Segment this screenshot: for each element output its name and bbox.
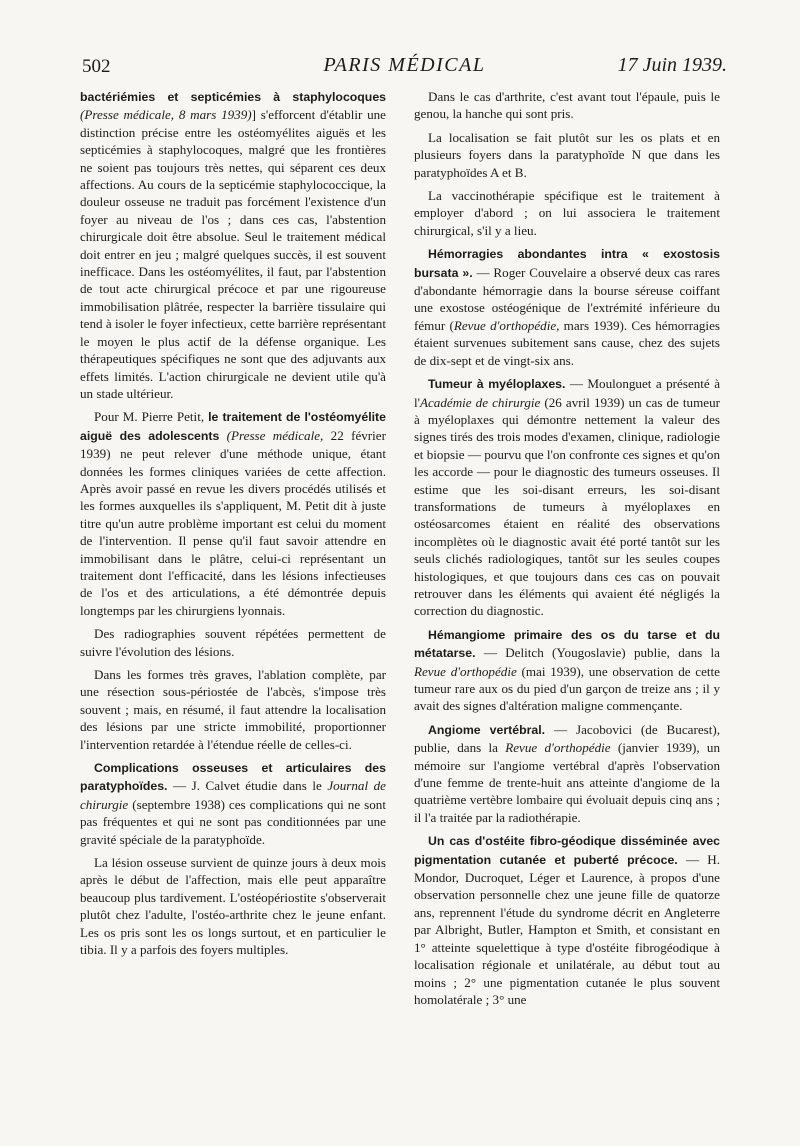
source-citation: (Presse médicale, bbox=[219, 427, 324, 443]
paragraph-text: ] s'efforcent d'établir une distinction précise entre les ostéomyélites aiguës et les septicémies à staphylocoques, malgré que les frontières ne soient pas toujours très nettes, qui séparent ces deux affections. Au cours de la septicémie staphylococcique, la douleur osseuse ne traduit pas forcément l'existence d'un foyer au niveau de l'os ; dans ces cas, l'abstention chirurgicale doit être absolue. Seul le traitement médical doit entrer en jeu ; malgré quelques succès, il est souvent inefficace. Dans les ostéomyélites, il faut, par l'abstention de tout acte chirurgical précoce et par une rigoureuse immobilisation plâtrée, respecter la barrière tissulaire qui tend à isoler le foyer infectieux, cette barrière représentant le moyen le plus actif de la défense organique. Les thérapeutiques spécifiques ne sont que des adjuvants aux effets limités. L'action chirurgicale ne devient utile qu'à un stade ultérieur. bbox=[80, 107, 386, 401]
topic-heading: Complications osseuses et articulaires des paratyphoïdes. bbox=[80, 761, 386, 794]
topic-heading: bactériémies et septicémies à staphylocoques bbox=[80, 90, 386, 104]
topic-heading: Tumeur à myéloplaxes. bbox=[428, 377, 566, 392]
topic-heading: Un cas d'ostéite fibro-géodique disséminée avec pigmentation cutanée et puberté précoce. bbox=[414, 834, 720, 867]
paragraph-text: — Roger Couvelaire a observé deux cas rares d'abondante hémorragie dans la bourse séreuse coiffant une exostose ostéogénique de l'extrémité inférieure du fémur ( bbox=[414, 264, 720, 333]
paragraph bbox=[414, 626, 720, 715]
paragraph: La vaccinothérapie spécifique est le traitement à employer d'abord ; on lui associera le traitement chirurgical, s'il y a lieu. bbox=[414, 188, 720, 238]
paragraph-text: — Delitch (Yougoslavie) publie, dans la bbox=[475, 645, 720, 661]
paragraph: La lésion osseuse survient de quinze jours à deux mois après le début de l'affection, mais elle peut apparaître beaucoup plus tardivement. L'ostéopériostite s'observerait plutôt chez l'adulte, l'ostéo-arthrite chez le jeune enfant. Les os pris sont les os longs surtout, et en particulier le tibia. Il y a parfois des foyers multiples. bbox=[80, 855, 386, 958]
topic-heading: Angiome vertébral. bbox=[428, 722, 546, 737]
source-citation: Académie de chirurgie bbox=[420, 394, 541, 410]
source-citation: Journal de chirurgie bbox=[80, 778, 386, 812]
paragraph-text: (mai 1939), une observation de cette tumeur rare aux os du pied d'un garçon de treize ans ; il y avait des signes d'altération maligne commençante. bbox=[414, 663, 720, 714]
journal-title: PARIS MÉDICAL bbox=[323, 54, 486, 76]
source-citation: Revue d'orthopédie bbox=[505, 740, 611, 756]
right-column bbox=[414, 88, 720, 1014]
paragraph bbox=[414, 832, 720, 1008]
topic-heading: Hémangiome primaire des os du tarse et du métatarse. bbox=[414, 627, 720, 661]
paragraph: Dans le cas d'arthrite, c'est avant tout l'épaule, puis le genou, la hanche qui sont pris. bbox=[414, 89, 720, 122]
paragraph-text: — J. Calvet étudie dans le bbox=[167, 778, 328, 794]
paragraph: Dans les formes très graves, l'ablation complète, par une résection sous-périostée de l'abcès, s'impose très souvent ; mais, en résumé, il faut attendre la localisation des lésions par une stricte immobilité, proportionner l'intervention retardée à l'étendue réelle de celles-ci. bbox=[80, 667, 386, 752]
left-column bbox=[80, 88, 386, 965]
page-number: 502 bbox=[82, 56, 111, 77]
paragraph: La localisation se fait plutôt sur les os plats et en plusieurs foyers dans la paratyphoïde N que dans les paratyphoïdes A et B. bbox=[414, 129, 720, 180]
source-citation: Revue d'orthopédie, bbox=[453, 317, 560, 333]
topic-heading: Hémorragies abondantes intra « exostosis bursata ». bbox=[414, 247, 720, 280]
paragraph-text: (26 avril 1939) un cas de tumeur à myéloplaxes qui démontre nettement la valeur des signes tirés des trois modes d'examen, clinique, radiologie et biopsie — pourvu que l'on confronte ces signes et qu'on les accorde — pour le diagnostic des tumeurs osseuses. Il estime que les soi-disant erreurs, les soi-disant transformations de tumeurs à myéloplaxes en ostéosarcomes étaient en réalité des observations incomplètes où le diagnostic avait été porté tantôt sur les seuls clichés radiologiques, tantôt sur les seules coupes histologiques, et que toujours dans ces cas on pouvait retrouver dans les éléments qui avaient été négligés la correction du diagnostic. bbox=[414, 394, 720, 619]
paragraph bbox=[80, 759, 386, 848]
paragraph bbox=[414, 375, 720, 620]
paragraph bbox=[80, 88, 386, 402]
paragraph bbox=[80, 408, 386, 619]
paragraph-text: 22 février 1939) ne peut relever d'une méthode unique, étant données les formes cliniques variées de cette affection. Après avoir passé en revue les divers procédés utilisés et les formes auxquelles ils s'appliquent, M. Petit dit à juste titre qu'un autre problème important est celui du moment de l'intervention. Il pense qu'il faut savoir attendre en immobilisant dans le plâtre, celui-ci représentant un traitement dont l'efficacité, dans les lésions infectieuses de l'os et des articulations, a été démontrée depuis longtemps par les chirurgiens lyonnais. bbox=[80, 427, 386, 618]
source-citation: Revue d'orthopédie bbox=[414, 663, 517, 679]
paragraph-text: (septembre 1938) ces complications qui ne sont pas fréquentes et qui ne sont pas conditionnées par une gravité spéciale de la paratyphoïde. bbox=[80, 796, 386, 847]
source-citation: (Presse médicale, 8 mars 1939) bbox=[80, 107, 252, 123]
topic-heading: le traitement de l'ostéomyélite aiguë des adolescents bbox=[80, 410, 386, 443]
issue-date: 17 Juin 1939. bbox=[617, 54, 727, 76]
paragraph-text: (janvier 1939), un mémoire sur l'angiome vertébral d'après l'observation d'une femme de trente-huit ans atteinte d'angiome de la quatrième vertèbre lombaire qui évoluait depuis cinq ans ; il l'a traitée par la radiothérapie. bbox=[414, 740, 720, 825]
paragraph-text: — Moulonguet a présenté à l' bbox=[414, 376, 721, 410]
paragraph bbox=[414, 721, 720, 826]
page-header bbox=[82, 52, 727, 82]
paragraph-text: mars 1939). Ces hémorragies étaient survenues subitement sans cause, chez des sujets de dix-sept et de vingt-six ans. bbox=[414, 317, 720, 368]
paragraph-text: — H. Mondor, Ducroquet, Léger et Laurence, à propos d'une observation personnelle chez une jeune fille de quatorze ans, reprennent l'étude du syndrome décrit en Angleterre par Albright, Butler, Hampton et Smith, et consistant en 1° atteinte squelettique à type d'ostéite fibrogéodique à localisation régionale et unilatérale, au début tout au moins ; 2° une pigmentation cutanée le plus souvent homolatérale ; 3° une bbox=[414, 851, 720, 1007]
paragraph-text: Pour M. Pierre Petit, bbox=[94, 409, 209, 425]
paragraph: Des radiographies souvent répétées permettent de suivre l'évolution des lésions. bbox=[80, 626, 386, 659]
paragraph bbox=[414, 245, 720, 369]
paragraph-text: — Jacobovici (de Bucarest), publie, dans la bbox=[414, 721, 721, 756]
